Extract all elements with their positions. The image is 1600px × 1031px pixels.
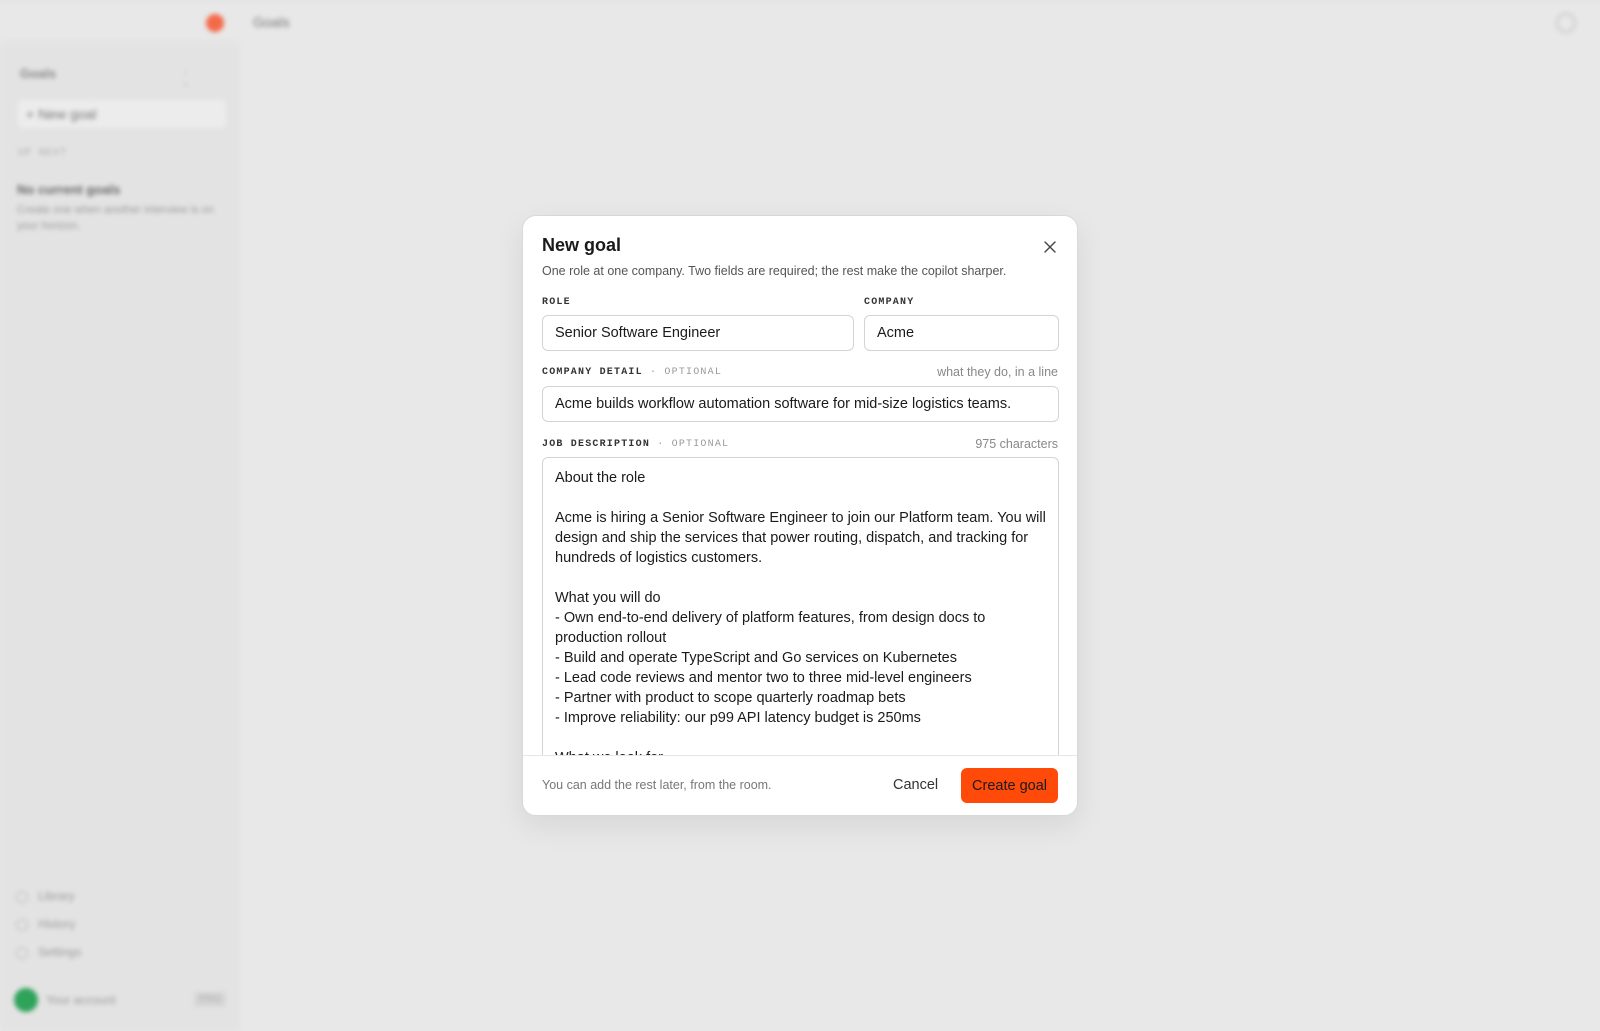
sidebar-item-settings xyxy=(16,945,81,959)
sidebar-header: Goals xyxy=(20,66,57,81)
top-bar xyxy=(0,0,1600,42)
dialog-footer xyxy=(523,755,1077,815)
dialog-title: New goal xyxy=(542,235,622,255)
sidebar-item-library xyxy=(16,889,75,903)
avatar xyxy=(14,988,38,1012)
sidebar-new-goal-button: + New goal xyxy=(18,100,226,128)
job-description-textarea[interactable] xyxy=(542,457,1059,767)
sidebar xyxy=(0,42,238,1031)
plan-badge: PRO xyxy=(194,992,226,1007)
job-description-label-text: JOB DESCRIPTION xyxy=(542,439,651,450)
company-input[interactable] xyxy=(864,315,1059,351)
sidebar-item-label: Settings xyxy=(38,945,82,959)
sidebar-section-label: UP NEXT xyxy=(18,148,68,159)
brand-logo xyxy=(206,14,224,32)
footer-note: You can add the rest later, from the room. xyxy=(542,778,772,792)
sidebar-item-label: History xyxy=(38,917,76,931)
company-detail-hint: what they do, in a line xyxy=(937,365,1058,379)
account-menu xyxy=(14,988,226,1014)
sidebar-item-label: Library xyxy=(38,889,75,903)
role-label: ROLE xyxy=(542,297,571,308)
role-input[interactable] xyxy=(542,315,854,351)
account-label: Your account xyxy=(46,993,116,1007)
sidebar-header-icons: ◦ › xyxy=(184,68,198,90)
close-icon xyxy=(1043,240,1057,254)
history-icon xyxy=(16,919,28,931)
create-goal-button[interactable]: Create goal xyxy=(961,768,1058,803)
job-description-label xyxy=(542,439,729,450)
page-title: Goals xyxy=(253,14,290,30)
company-detail-label xyxy=(542,367,722,378)
company-label: COMPANY xyxy=(864,297,915,308)
sidebar-empty-title: No current goals xyxy=(17,182,121,197)
optional-tag: · OPTIONAL xyxy=(642,367,723,378)
company-detail-label-text: COMPANY DETAIL xyxy=(542,367,643,378)
optional-tag: · OPTIONAL xyxy=(650,439,730,450)
new-goal-dialog xyxy=(522,215,1078,816)
sidebar-empty-description: Create one when another interview is on your horizon. xyxy=(17,204,214,232)
close-button[interactable] xyxy=(1037,234,1063,260)
library-icon xyxy=(16,891,28,903)
cancel-button[interactable]: Cancel xyxy=(885,768,946,802)
sidebar-item-history xyxy=(16,917,75,931)
gear-icon xyxy=(16,947,28,959)
dialog-subtitle: One role at one company. Two fields are required; the rest make the copilot sharper. xyxy=(542,264,1007,278)
character-count: 975 characters xyxy=(975,437,1058,451)
help-icon xyxy=(1556,13,1576,33)
company-detail-input[interactable] xyxy=(542,386,1059,422)
